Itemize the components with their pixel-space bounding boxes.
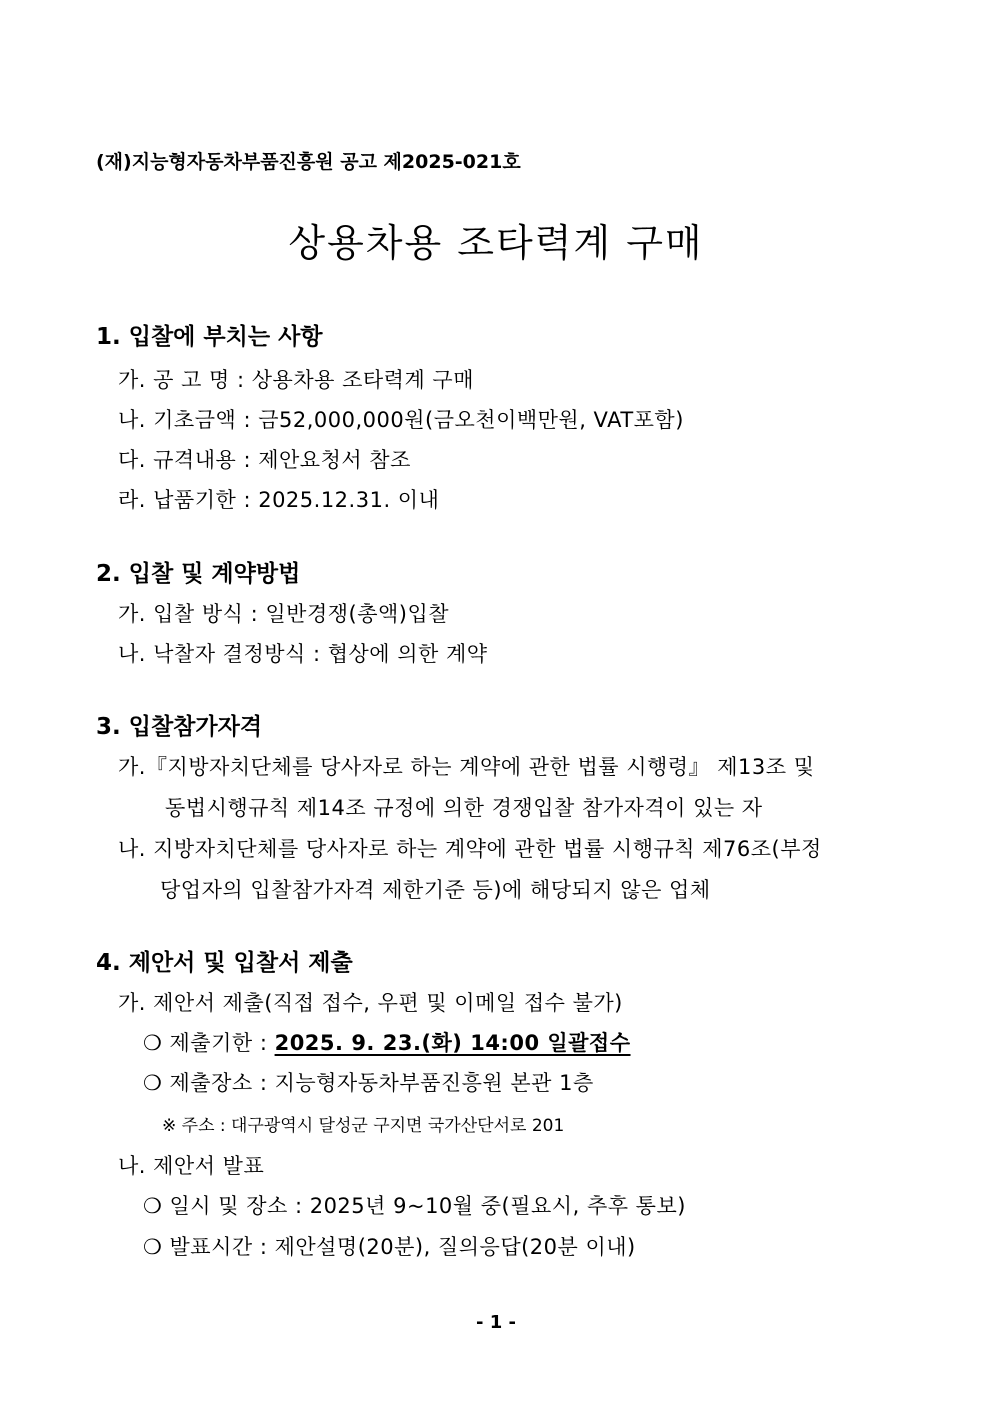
section-4-heading: 4. 제안서 및 입찰서 제출 [96, 950, 353, 976]
submission-deadline [143, 1027, 631, 1057]
submission-deadline-label: ❍ 제출기한 : [143, 1031, 275, 1055]
section-1-item: 나. 기초금액 : 금52,000,000원(금오천이백만원, VAT포함) [118, 408, 684, 432]
address-note: ※ 주소 : 대구광역시 달성군 구지면 국가산단서로 201 [162, 1116, 565, 1136]
section-2-item: 나. 낙찰자 결정방식 : 협상에 의한 계약 [118, 642, 488, 666]
section-1-item: 가. 공 고 명 : 상용차용 조타력계 구매 [118, 368, 474, 392]
document-title: 상용차용 조타력계 구매 [288, 221, 704, 265]
section-3-item-2-line-2: 당업자의 입찰참가자격 제한기준 등)에 해당되지 않은 업체 [160, 878, 711, 902]
section-4-item-b: 나. 제안서 발표 [118, 1154, 265, 1178]
section-4-item-a: 가. 제안서 제출(직접 접수, 우편 및 이메일 접수 불가) [118, 991, 623, 1015]
section-3-item-2-line-1: 나. 지방자치단체를 당사자로 하는 계약에 관한 법률 시행규칙 제76조(부정 [118, 837, 822, 861]
section-1-item: 라. 납품기한 : 2025.12.31. 이내 [118, 488, 440, 512]
submission-place: ❍ 제출장소 : 지능형자동차부품진흥원 본관 1층 [143, 1071, 594, 1095]
section-3-item-1-line-2: 동법시행규칙 제14조 규정에 의한 경쟁입찰 참가자격이 있는 자 [165, 796, 763, 820]
presentation-time: ❍ 발표시간 : 제안설명(20분), 질의응답(20분 이내) [143, 1235, 636, 1259]
section-3-heading: 3. 입찰참가자격 [96, 714, 263, 740]
presentation-datetime: ❍ 일시 및 장소 : 2025년 9~10월 중(필요시, 추후 통보) [143, 1194, 686, 1218]
notice-number: (재)지능형자동차부품진흥원 공고 제2025-021호 [96, 151, 521, 173]
submission-deadline-value: 2025. 9. 23.(화) 14:00 일괄접수 [274, 1031, 631, 1055]
section-2-heading: 2. 입찰 및 계약방법 [96, 561, 301, 587]
section-1-item: 다. 규격내용 : 제안요청서 참조 [118, 448, 411, 472]
section-2-item: 가. 입찰 방식 : 일반경쟁(총액)입찰 [118, 602, 450, 626]
page-number: - 1 - [476, 1312, 516, 1333]
section-1-heading: 1. 입찰에 부치는 사항 [96, 324, 323, 350]
section-3-item-1-line-1: 가.『지방자치단체를 당사자로 하는 계약에 관한 법률 시행령』 제13조 및 [118, 755, 815, 779]
